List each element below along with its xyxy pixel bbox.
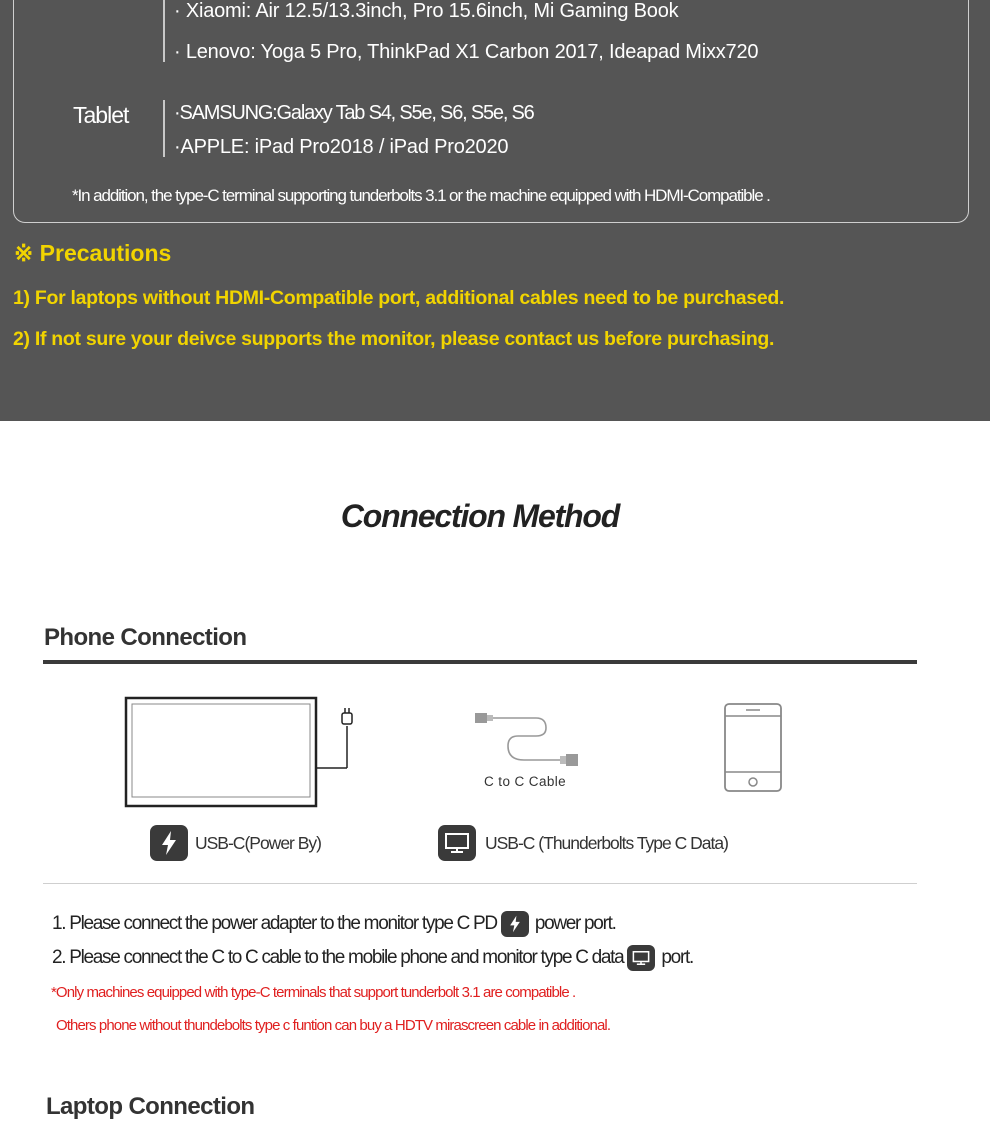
lightning-icon bbox=[159, 830, 179, 856]
section-divider bbox=[43, 660, 917, 664]
lightning-icon bbox=[508, 915, 522, 933]
compat-laptop-lenovo: · Lenovo: Yoga 5 Pro, ThinkPad X1 Carbon 2017, Ideapad Mixx720 bbox=[174, 41, 759, 63]
power-plug-icon bbox=[342, 708, 352, 724]
precautions-title: ※ Precautions bbox=[14, 240, 172, 266]
compat-tablet-apple: ·APPLE: iPad Pro2018 / iPad Pro2020 bbox=[174, 136, 509, 158]
compat-tablet-samsung: ·SAMSUNG:Galaxy Tab S4, S5e, S6, S5e, S6 bbox=[174, 102, 534, 124]
connection-method-title: Connection Method bbox=[340, 498, 620, 534]
power-key-label: USB-C(Power By) bbox=[195, 833, 321, 853]
data-key bbox=[438, 825, 476, 861]
usb-c-cable-icon bbox=[470, 706, 590, 770]
cable-label: C to C Cable bbox=[484, 774, 567, 789]
step-1 bbox=[52, 911, 616, 937]
compat-footnote: *In addition, the type-C terminal supporting tunderbolts 3.1 or the machine equipped with HDMI-Compatible . bbox=[72, 186, 770, 205]
legend-divider bbox=[43, 883, 917, 884]
compat-laptop-xiaomi: · Xiaomi: Air 12.5/13.3inch, Pro 15.6inch, Mi Gaming Book bbox=[174, 0, 679, 22]
monitor-illustration bbox=[124, 696, 364, 810]
data-key-label: USB-C (Thunderbolts Type C Data) bbox=[485, 833, 728, 853]
compat-note-2: Others phone without thundebolts type c funtion can buy a HDTV mirascreen cable in additional. bbox=[56, 1017, 611, 1034]
laptop-connection-title: Laptop Connection bbox=[46, 1093, 255, 1120]
precaution-item-1: 1) For laptops without HDMI-Compatible port, additional cables need to be purchased. bbox=[13, 287, 785, 309]
step-2-text-end: port. bbox=[661, 947, 693, 968]
smartphone-icon bbox=[722, 702, 784, 794]
divider-bar-laptops bbox=[163, 0, 165, 62]
phone-connection-title: Phone Connection bbox=[44, 624, 247, 651]
step-1-text-end: power port. bbox=[534, 913, 616, 934]
step-2 bbox=[52, 945, 693, 971]
step-1-text: 1. Please connect the power adapter to the monitor type C PD bbox=[52, 913, 497, 934]
compatibility-section bbox=[0, 0, 990, 421]
tablet-label: Tablet bbox=[73, 102, 129, 128]
compat-note-1: *Only machines equipped with type-C terminals that support tunderbolt 3.1 are compatible . bbox=[51, 984, 576, 1001]
step-1-power-badge bbox=[501, 911, 529, 937]
step-2-text: 2. Please connect the C to C cable to the mobile phone and monitor type C data bbox=[52, 947, 624, 968]
precaution-item-2: 2) If not sure your deivce supports the monitor, please contact us before purchasing. bbox=[13, 328, 775, 350]
monitor-icon bbox=[632, 950, 650, 966]
monitor-icon bbox=[444, 832, 470, 854]
power-key bbox=[150, 825, 188, 861]
step-2-data-badge bbox=[627, 945, 655, 971]
divider-bar-tablets bbox=[163, 100, 165, 157]
